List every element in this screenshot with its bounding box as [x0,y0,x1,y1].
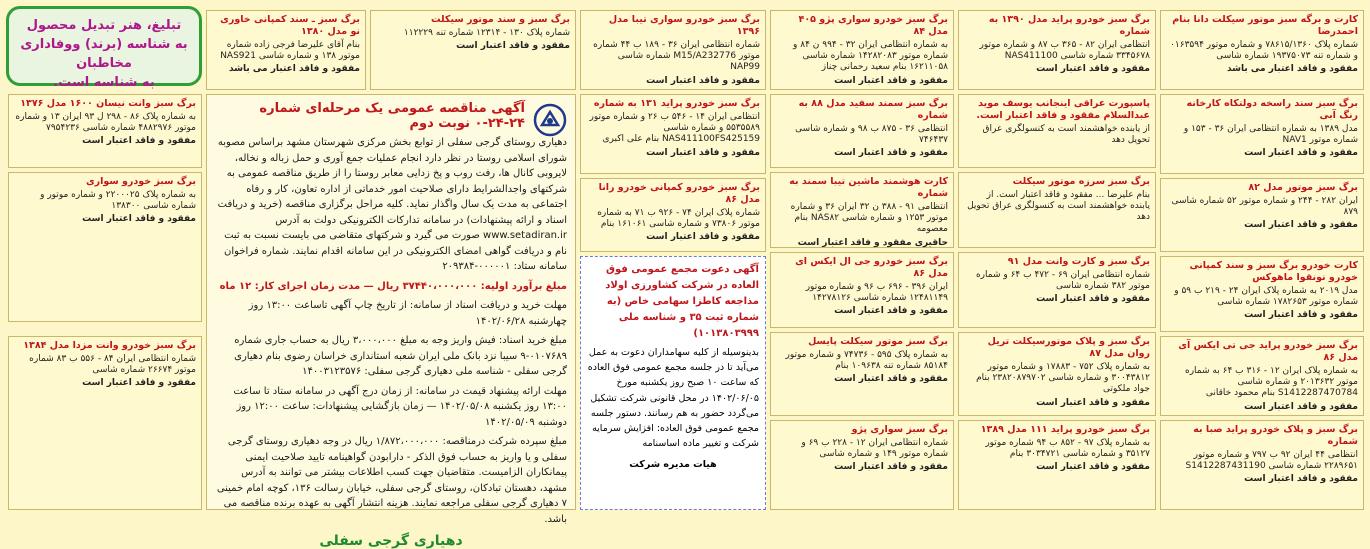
ad-footer: مفقود و فاقد اعتبار است [1244,220,1358,231]
classified-ad [580,10,766,90]
ad-title: برگ سبز خودرو سواری [85,176,196,187]
ad-title: برگ سبز و پلاک موتورسیکلت تریل روان مدل ۸۷ [987,336,1150,359]
meeting-invitation-ad [580,256,766,510]
ad-footer: مفقود و فاقد اعتبار است [834,306,948,317]
promo-line: تبلیغ، هنر تبدیل محصول [26,18,182,33]
ad-title: برگ سبز خودرو کمپانی خودرو رانا مدل ۸۶ [598,182,760,205]
ad-body: به شماره پلاک ۷۵۲ - ۱۷۸۸۳ و شماره موتور ۳۰۰۴۳۸۱۲ و شماره شاسی ۲۳۸۲۰۸۷۹۷۰۲ بنام جواد ملکوتی [976,361,1150,395]
ad-title: برگ سبز و کارت وانت مدل ۹۱ [1007,256,1150,267]
ad-body: شماره پلاک ایران ۷۴ - ۹۲۶ ب ۷۱ به شماره موتور ۷۳۸۰۶ و شماره شاسی ۱۶۱۰۶۱ بنام [597,207,760,229]
ad-footer: مفقود و فاقد اعتبار است [646,75,760,86]
ad-body: بنام آقای علیرضا فرجی زاده شماره موتور ۱۳۸ و شماره شاسی NAS921 [220,39,360,61]
ad-body: مدل ۲۰۱۹ به شماره پلاک ایران ۲۴ - ۲۱۹ ب ۵۹ و شماره موتور ۱۷۸۲۶۵۳ شماره شاسی [1174,285,1358,307]
ad-footer: مفقود و فاقد اعتبار است [1244,474,1358,485]
ad-body: شماره انتظامی ایران ۸۴ - ۵۵۶ ب ۸۳ شماره موتور ۲۶۶۷۴ شماره شاسی [29,353,196,376]
ad-title: کارت هوشمند ماشین تیبا سمند به شماره [789,176,948,199]
ad-body: به شماره انتظامی ایران ۳۲ - ۹۹۴ ن ۸۴ و شماره موتور ۱۴۲۸۲۰۸۳ شماره شاسی ۱۶۲۱۱۰۵۸ بنام سعید رحمانی چناز [793,39,948,73]
ad-body: شماره پلاک ۷۸۶۱۵/۱۳۶۰ و شماره موتور ۰۱۶۳۵۹۴ و شماره تنه ۱۹۳۷۵۰۷۳ شماره شاسی [1170,39,1358,61]
ad-title: برگ سبز خودرو پراید جی تی ایکس آی مدل ۸۶ [1178,340,1358,363]
ad-footer: مفقود و فاقد اعتبار است [646,147,760,158]
classified-ad [770,252,954,328]
ad-body: شماره انتظامی ایران ۶۹ - ۴۷۲ ب ۶۴ و شماره موتور ۳۸۲ شماره شاسی [975,269,1150,292]
classified-ad [958,94,1156,168]
ad-footer: مفقود و فاقد اعتبار است [834,148,948,159]
ad-footer: مفقود و فاقد اعتبار است [1036,64,1150,75]
ad-body: انتظامی ۳۶ - ۸۷۵ ب ۹۸ و شماره شاسی ۷۴۶۴۳۷ [795,123,948,145]
ad-body: انتظامی ایران ۱۴ - ۵۴۶ ب ۲۶ و شماره موتور ۵۵۳۵۵۸۹ و شماره شاسی NAS411100FS425159 بنام علی اکبری [589,111,760,145]
ad-title: برگ سبز سواری پژو [851,424,948,435]
classified-ad [770,172,954,248]
ad-title: برگ سبز خودرو وانت مزدا مدل ۱۳۸۴ [23,340,196,351]
ad-footer: مفقود و فاقد اعتبار است [834,462,948,473]
ad-title: کارت و برگه سبز موتور سیکلت دانا بنام احمدرضا [1172,14,1358,37]
ad-title: برگ سبز خودرو پراید مدل ۱۳۹۰ به شماره [988,14,1150,37]
tender-purchase: مهلت خرید و دریافت اسناد از سامانه: از تاریخ چاپ آگهی تاساعت ۱۳:۰۰ روز چهارشنبه ۱۴۰۲/۰۶/۲۸ [248,300,567,327]
ad-body: انتظامی ۴۴ ایران ۹۲ ب ۷۹۷ و شماره موتور ۲۲۸۹۶۵۱ شماره شاسی S1412287431190 [1185,449,1358,471]
ad-body: به شماره پلاک ۲۲۰۰۰۲۵ و شماره موتور و شماره شاسی ۱۳۸۳۰۰ [40,189,196,212]
ad-title: برگ سبز خودرو پراید ۱۳۱ به شماره [593,98,760,109]
ad-title: پاسپورت عراقی اینجانب یوسف موید عبدالسلام مفقود و فاقد اعتبار است. [976,98,1150,121]
ad-footer: مفقود و فاقد اعتبار است [834,75,948,86]
ad-footer: مفقود و فاقد اعتبار است [82,378,196,389]
tender-deposit: مبلغ سپرده شرکت درمناقصه: ۱/۸۷۲،۰۰۰،۰۰۰ ریال در وجه دهیاری روستای گرجی سفلی و یا واریز به حساب فوق الذکر - دارابودن گواهینامه تایید صلاحیت ایمنی پیمانکاران الزامیست. متقاضیان جهت کسب اطلاعات بیشتر می توانند به آدرس مشهد، دهستان تبادکان، روستای گرجی سفلی، خیابان رسالت ۱۳۶، کوچه امام خمینی ۷ دهیاری گرجی سفلی مراجعه نمایند. هزینه انتشار آگهی به عهده برنده مناقصه می باشد. [216,436,567,525]
ad-footer: مفقود و فاقد اعتبار است [82,136,196,147]
ad-title: برگ سبز موتور مدل ۸۲ [1248,182,1358,193]
ad-body: انتظامی ایران ۸۲ - ۳۶۵ ب ۸۷ و شماره موتور ۳۳۴۵۶۷۸ شماره شاسی NAS411100 [979,39,1150,61]
ad-body: ایران ۳۹۶ - ۶۹۶ ب ۹۶ و شماره موتور ۱۲۴۸۱۱۴۹ شماره شاسی ۱۴۲۷۸۱۲۶ [805,281,948,303]
ad-title: برگ سبز و سند موتور سیکلت [431,14,570,25]
ad-footer: مفقود و فاقد اعتبار است [82,214,196,225]
ad-footer: حاقیری مفقود و فاقد اعتبار است [797,237,948,248]
ad-footer: مفقود و فاقد اعتبار است [834,374,948,385]
ad-body: ایران ۲۸۲ - ۲۴۴ و شماره موتور ۵۲ شماره شاسی ۸۷۹ [1171,195,1358,218]
classified-ad [8,172,202,322]
ad-footer: مفقود و فاقد اعتبار است [1244,401,1358,412]
classified-ad [1160,178,1364,252]
classified-ad [770,420,954,510]
tender-fee: مبلغ خرید اسناد: فیش واریز وجه به مبلغ ۳،۰۰۰،۰۰۰ ریال به حساب جاری شماره ۰۱۰۷۶۸۹-۹ سیبا نزد بانک ملی ایران شعبه استانداری خراسان رضوی بنام دهیاری گرجی سفلی - شناسه ملی دهیاری گرجی سفلی: ۱۴۰۰۳۱۲۳۵۷۶ [234,335,567,377]
classified-ad [958,420,1156,510]
ad-title: برگ سبز موتور سیکلت پایسل [808,336,948,347]
ad-title: برگ سبز خودرو سواری پژو ۴۰۵ مدل ۸۴ [798,14,948,37]
classified-ad [206,10,366,90]
classified-ad [1160,336,1364,416]
ad-title: برگ سبز سرزه موتور سیکلت [1012,176,1150,187]
promo-line: به شناسه است. [53,74,155,90]
ad-body: بنام علیرضا ... مفقود و فاقد اعتبار است. از یابنده خواهشمند است به کنسولگری عراق تحویل دهد [967,189,1150,223]
ad-body: شماره انتظامی ایران ۱۲ - ۲۲۸ ب ۶۹ و شماره موتور ۱۴۹ و شماره شاسی [801,437,948,460]
ad-body: از یابنده خواهشمند است به کنسولگری عراق تحویل دهد [982,123,1150,145]
ad-footer: مفقود و فاقد اعتبار است [1244,148,1358,159]
ad-footer: مفقود و فاقد اعتبار است [456,41,570,52]
classified-ad [958,332,1156,416]
classified-ad [1160,256,1364,332]
classified-ad [580,178,766,252]
ad-title: برگ سبز خودرو پراید ۱۱۱ مدل ۱۳۸۹ [980,424,1150,435]
classified-ad [770,10,954,90]
classified-ad [958,172,1156,248]
classified-ad [580,94,766,174]
ad-footer: مفقود و فاقد اعتبار است [1036,462,1150,473]
ad-title: برگ سبز خودرو جی ال ایکس ای مدل ۸۶ [795,256,948,279]
tender-signature: دهیاری گرجی سفلی [319,533,463,549]
invitation-footer: هیات مدیره شرکت [629,459,717,471]
invitation-body: بدینوسیله از کلیه سهامداران دعوت به عمل می‌آید تا در جلسه مجمع عمومی فوق العاده که ساعت ۱۰ صبح روز یکشنبه مورخ ۱۴۰۲/۰۶/۰۵ در محل قانونی شرکت تشکیل می‌گردد حضور به هم رسانند. دستور جلسه مجمع عمومی فوق العاده: افزایش سرمایه شرکت و تغییر ماده اساسنامه [587,347,759,450]
ad-body: به شماره پلاک ایران ۱۲ - ۳۱۶ ب ۶۴ به شماره موتور ۲۰۱۳۶۳۲ و شماره شاسی S1412287470784 بنام محمود خاقانی [1185,365,1358,399]
classified-ad [1160,94,1364,174]
ad-title: برگ سبز سند راسخه دولتکاه کارخانه رنگ آبی [1186,98,1358,121]
ad-body: انتظامی ۹۱ - ۳۸۸ ن ۳۲ ایران ۳۶ و شماره موتور ۱۲۵۳ و شماره شاسی NAS۸۲ بنام معصومه [790,201,948,235]
ad-title: برگ سبز ـ سند کمپانی خاوری نو مدل ۱۳۸۰ [220,14,360,37]
ad-title: برگ سبز و پلاک خودرو پراید صبا به شماره [1193,424,1358,447]
tender-deadline: مهلت ارائه پیشنهاد قیمت در سامانه: از زمان درج آگهی در سامانه ستاد تا ساعت ۱۳:۰۰ روز یکشنبه ۱۴۰۲/۰۵/۰۸ — زمان بازگشایی پیشنهادات: ساعت ۱۲:۰۰ روز دوشنبه ۱۴۰۲/۰۵/۰۹ [233,385,567,428]
ad-body: شماره انتظامی ایران ۳۶ - ۱۸۹ ب ۴۴ شماره موتور M15/A232776 شماره شاسی NAP99 [593,39,760,73]
promo-banner [6,6,202,90]
ad-footer: مفقود و فاقد اعتبار است [646,232,760,243]
classified-ad [8,336,202,510]
ad-footer: مفقود و فاقد اعتبار است [1036,397,1150,408]
ad-title: کارت خودرو برگ سبز و سند کمپانی خودرو نونقوا ماهوکس [1189,260,1358,283]
ad-title: برگ سبز خودرو سواری تیبا مدل ۱۳۹۶ [608,14,760,37]
ad-title: برگ سبز وانت نیسان ۱۶۰۰ مدل ۱۳۷۶ [20,98,196,109]
ad-footer: مفقود و فاقد اعتبار است [1036,294,1150,305]
ad-footer: مفقود و فاقد اعتبار می باشد [1226,64,1358,75]
classified-ad [770,332,954,416]
invitation-title: آگهی دعوت مجمع عمومی فوق العاده در شرکت کشاورزی اولاد مذاجعه کاطزا سهامی خاص (به شماره ثبت ۳۵ و شناسه ملی ۱۰۱۳۸۰۳۹۹۹) [605,264,759,339]
ad-body: مدل ۱۳۸۹ به شماره انتظامی ایران ۳۶ - ۱۵۳ و شماره موتور NAV1 [1183,123,1358,145]
classified-ad [770,94,954,168]
classified-ad [1160,420,1364,510]
tender-intro: دهیاری روستای گرجی سفلی از توابع بخش مرکزی شهرستان مشهد براساس مصوبه شورای اسلامی روستا در نظر دارد انجام عملیات جمع آوری و حمل زباله و نخاله، لایروبی کانال ها، رفت روب و پخ زدایی معابر روستا را از طریق مناقصه عمومی به شرکتهای واجدالشرایط دارای صلاحیت امور خدماتی از اداره تعاون، کار و رفاه اجتماعی به مدت یک سال واگذار نماید. کلیه مراحل برگزاری مناقصه (خرید و دریافت اسناد و ارائه پیشنهادات) در سامانه تدارکات الکترونیکی دولت به آدرس www.setadiran.ir صورت می گیرد و شرکتهای متقاضی می بایست نسبت به ثبت نام و دریافت گواهی امضای الکترونیکی در این سامانه اقدام نمایند. شماره فراخوان سامانه ستاد: ۰۰۰۰۰۱-۲۰۹۳۸۴ [217,137,567,272]
tender-title: آگهی مناقصه عمومی یک مرحله‌ای شماره ۲۴-۲۴-۰ نوبت دوم [259,101,525,131]
classified-ad [958,252,1156,328]
ad-body: به شماره پلاک ۵۹۵ - ۷۴۷۳۶ و شماره موتور ۸۵۱۸۴ شماره تنه ۱۰۹۶۳۸ بنام [785,349,948,372]
classified-ad [958,10,1156,90]
ad-footer: مفقود و فاقد اعتبار می باشد [228,64,360,75]
tender-ad [206,94,576,549]
village-council-logo-icon [533,103,567,137]
classified-ad [370,10,576,90]
ad-body: به شماره پلاک ۹۷ - ۸۵۲ ب ۹۴ شماره موتور ۳۵۱۲۷ و شماره شاسی ۳۰۳۴۷۲۱ بنام [985,437,1150,460]
tender-estimate: مبلغ برآورد اولیه: ۳۷۴۴۰،۰۰۰،۰۰۰ ریال — مدت زمان اجرای کار: ۱۲ ماه [219,280,567,292]
ad-body: شماره پلاک ۱۳۰ - ۱۲۳۱۴ شماره تنه ۱۱۲۲۲۹ [403,27,570,38]
classified-ad [1160,10,1364,90]
ad-body: به شماره پلاک ۸۶ - ۲۹۸ ل ۹۳ ایران ۱۳ و شماره موتور ۴۸۸۲۹۷۶ شماره شاسی ۷۹۵۴۲۳۶ [15,111,196,134]
ad-title: برگ سبز سمند سفید مدل ۸۸ به شماره [798,98,948,121]
ad-footer: مفقود و فاقد اعتبار است [1244,310,1358,321]
classified-ad [8,94,202,168]
promo-line: به شناسه (برند) ووفاداری مخاطبان [20,36,188,71]
